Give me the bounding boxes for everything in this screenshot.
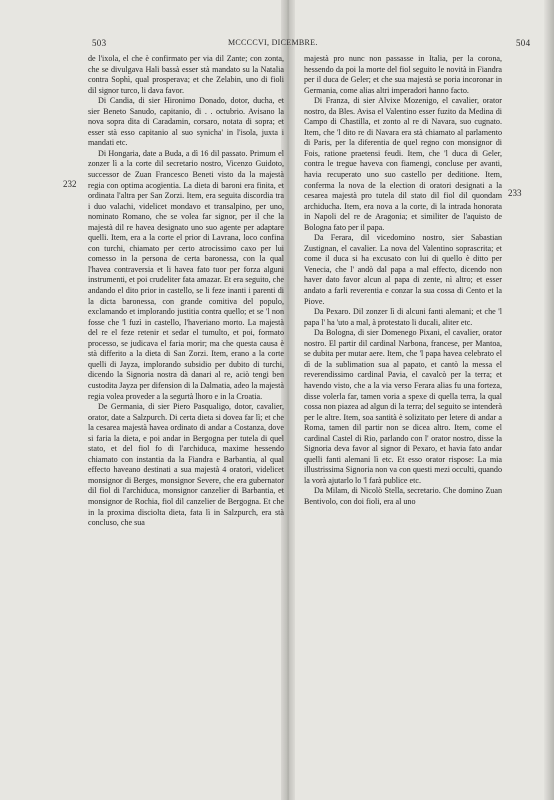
margin-number-left: 232: [63, 179, 77, 189]
paragraph: de l'ixola, el che è confirmato per via dil Zante; con zonta, che se divulgava Hali bassà esser stà mandato su la Natalia contra Sophì, qual prosperava; et che Zelabin, uno di fioli dil signor turco, li dava favor.: [88, 54, 284, 95]
paragraph: majestà pro nunc non passasse in Italia, per la corona, hessendo da poi la morte del fiol seguito le novità in Fiandra per il duca de Geler; et che sua majestà se poria incoronar in Germania, come alias altri imperadori hanno facto.: [304, 54, 502, 95]
paragraph: Di Candia, di sier Hironimo Donado, dotor, ducha, et sier Beneto Sanudo, capitanio, di . . octubrio. Avisano la nova sopra dita di Caradamin, corsaro, notata di sopra; et esser stà esso capitanio al suo synicha' in l'isola, juxta i mandati etc.: [88, 96, 284, 148]
left-page-number: 503: [92, 38, 107, 48]
margin-number-right: 233: [508, 188, 522, 198]
running-header: MCCCCVI, DICEMBRE.: [228, 38, 318, 47]
paragraph: Di Hongaria, date a Buda, a dì 16 dil passato. Primum el zonzer lì a la corte dil secretario nostro, Vicenzo Guidoto, successor de Zuan Francesco Beneti visto da la majestà regia con optima acogientia. La dieta di baroni era finita, et ordinata l'altra per San Zorzi. Item, era seguita discordia tra i duo valachi, videlicet mondavo et transalpino, per uno, nominato Romano, che se volea far signor, per il che la majestà dil re havea designato uno suo agente per adaptare quelli. Item, era a la corte el prior di Lavrana, loco confina con turchi, chiamato per certo atrocissimo caxo per lui comesso in la persona de certa baronessa, con la qual l'havea contraversia et li havea fato tuor per forza alguni instrumenti, et poi crudeliter fata amazar. Et era seguito, che andando el dito prior in castello, se li feze inanti i parenti di la dicta baronessa, con grande comitiva del populo, exclamando et implorando justitia contra quello; et se 'l non fosse che 'l fuzì in castello, l'haveriano morto. La majestà del re el feze retenir et sedar el tumulto, et poi, formato processo, se judicava el faria morir; ma che questa causa è stà differito a la dieta di San Zorzi. Item, erano a la corte quelli di Jayza, implorando subsidio per dubito di turchi, dicendo la Signoria nostra dà danari al re, aciò tengi ben custodita Jayza per difension di la Dalmatia, adeo la majestà regia volea proveder a la segurtà lhoro e in la Croatia.: [88, 148, 284, 401]
paragraph: Da Bologna, di sier Domenego Pixani, el cavalier, orator nostro. El partir dil cardinal Narbona, francese, per Mantoa, se dubita per mutar aere. Item, che 'l papa havea celebrato el dì de la sublimation sua al papato, et cantò la messa el reverendissimo cardinal Pavia, el cavalcò per la terra; et havendo visto, che a la via verso Ferara alias fu una forteza, disse volerla far, tamen voria a spexe di quella terra, la qual cossa non piazea ad algun di la terra; del seguito se intenderà per le altre. Item, soa santità è solizitato per letere di andar a Roma, tamen dil partir non se dicea altro. Item, come el cardinal Castel di Rio, parlando con l' orator nostro, disse la Signoria deva favor al signor di Pexaro, et havia fato andar quelli fanti alemani lì etc. Et esso orator rispose: La mia illustrissima Signoria non va con questi mezi occulti, quando la vorà ajutarlo lo 'l farà publice etc.: [304, 328, 502, 485]
paragraph: Da Pexaro. Dil zonzer lì di alcuni fanti alemani; et che 'l papa l' ha 'uto a mal, à protestato li ducali, aliter etc.: [304, 307, 502, 327]
paragraph: Da Ferara, dil vicedomino nostro, sier Sabastian Zustignan, el cavalier. La nova del Valentino soprascrita; et come il duca si ha excusato con lui di quello è ditto per Venecia, che l' andò dal papa a mal effecto, dicendo non haver dato favor alcun al papa di zente, nì altro; et esser andato a farli reverentia e conzar la sua cossa di Cento et la Piove.: [304, 233, 502, 306]
right-page-number: 504: [516, 38, 531, 48]
left-text-column: [88, 54, 284, 529]
paragraph: De Germania, di sier Piero Pasqualigo, dotor, cavalier, orator, date a Salzpurch. Di certa dieta si dovea far lì; et che la cesarea majestà havea ordinato di andar a Costanza, dove si faria la dieta, e poi andar in Bergogna per tutela di quel stato, et del fiol fo di l'archiduca, maxime hessendo chiamato con instantia da la Fiandra e Barbantia, al qual effecto haveano destinati a sua majestà 4 oratori, videlicet monsignor di Berges, monsignor Severe, che era gubernator dil fiol di l'archiduca, monsignor canzelier di Barbantia, et monsignor de Rochia, fiol dil canzelier de Bergogna. Et che in la proxima disciolta dieta, fata lì in Salzpurch, era stà concluso, che sua: [88, 402, 284, 528]
right-text-column: [304, 54, 502, 508]
page-edge-shadow: [544, 0, 554, 800]
paragraph: Da Milam, di Nicolò Stella, secretario. Che domino Zuan Bentivolo, con doi fioli, era al uno: [304, 486, 502, 506]
paragraph: Di Franza, di sier Alvixe Mozenigo, el cavalier, orator nostro, da Bles. Avisa el Valentino esser fuzito da Medina di Campo di Chastilla, et zonto al re di Navara, suo cugnato. Item, che 'l dito re di Navara era stà chiamato al parlamento di Paris, per la diferentia de quel regno con monsignor di Fois, ratione praetensi feudi. Item, che 'l duca di Geler, contra le tregue haveva con fiamengi, concluse per avanti, havia recuperato uno suo castello per deditione. Item, conferma la nova de la election di oratori designati a la cesarea majestà pro tutela dil stato dil fiol dil quondam archiducha. Item, era nova a la corte, di la intrada honorata in Napoli del re de Aragonia; et similiter de l'aquisto de Bologna fato per il papa.: [304, 96, 502, 232]
